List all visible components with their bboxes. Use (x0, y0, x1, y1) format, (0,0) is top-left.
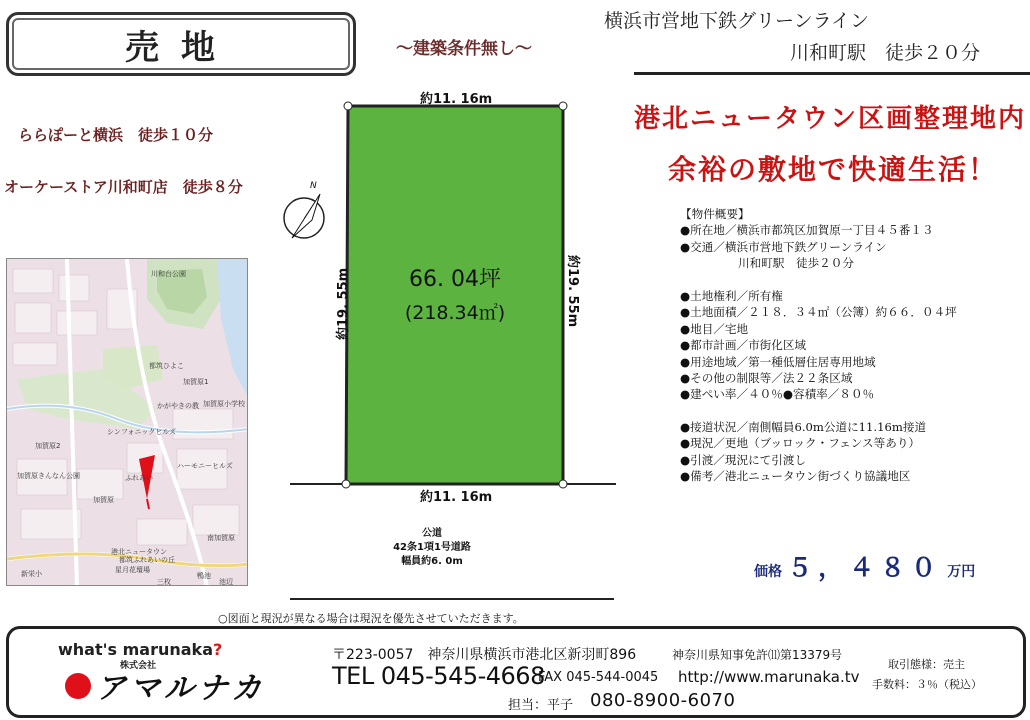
plot-shape (346, 106, 563, 484)
plot-corner (344, 102, 352, 110)
detail-line: ●土地面積／２１８．３４㎡（公簿）約６６．０４坪 (680, 305, 957, 320)
disclaimer-note: ○図面と現況が異なる場合は現況を優先させていただきます。 (218, 612, 524, 625)
map-label: シンフォニックヒルズ (107, 428, 176, 436)
section-divider (290, 598, 614, 600)
plot-depth-left: 約19. 55m (336, 267, 351, 340)
price-value: ５，４８０ (787, 553, 943, 582)
map-label: 港北ニュータウン (111, 548, 167, 556)
detail-line: ●交通／横浜市営地下鉄グリーンライン (680, 239, 887, 254)
plot-width-bottom: 約11. 16m (420, 490, 493, 505)
header-divider (634, 72, 1030, 75)
area-map (6, 258, 248, 586)
map-label: 加賀原きんなん公園 (17, 472, 80, 480)
price-unit: 万円 (947, 564, 976, 580)
tagline-text: what's marunaka (58, 640, 213, 659)
detail-line: ●土地権利／所有権 (680, 288, 783, 303)
train-line: 横浜市営地下鉄グリーンライン (604, 10, 870, 32)
map-label: 星月花壇場 (115, 566, 150, 574)
detail-line: ●接道状況／南側幅員6.0m公道に11.16m接道 (680, 420, 927, 435)
detail-line: ●建ぺい率／４０％●容積率／８０％ (680, 387, 875, 402)
road-type: 公道 (422, 528, 442, 539)
map-label: かがやきの教 (157, 402, 199, 410)
nearby-lalaport: ららぽーと横浜 徒歩１０分 (18, 126, 214, 144)
map-label: 加賀原 (93, 496, 114, 504)
detail-line: ●備考／港北ニュータウン街づくり協議地区 (680, 469, 911, 484)
station-walk-time: 川和町駅 徒歩２０分 (790, 42, 981, 64)
map-label: 都筑ひよこ (149, 362, 184, 370)
property-details (680, 206, 1025, 485)
details-heading: 【物件概要】 (680, 207, 750, 221)
staff-phone: 080-8900-6070 (590, 690, 736, 711)
map-label: 加賀原1 (183, 378, 209, 386)
compass-north-label: N (310, 181, 317, 191)
headline-district: 港北ニュータウン区画整理地内 (634, 104, 1027, 134)
road-width: 幅員約6. 0m (401, 556, 463, 567)
detail-line: ●所在地／横浜市都筑区加賀原一丁目４５番１３ (680, 223, 934, 238)
detail-spacer (680, 403, 1025, 419)
map-label: 三枚 (157, 578, 171, 586)
detail-line: ●その他の制限等／法２２条区域 (680, 370, 853, 385)
logo-wordmark: アマルナカ (96, 671, 266, 704)
map-label: ハーモニーヒルズ (177, 462, 233, 470)
staff-name: 担当：平子 (508, 698, 574, 713)
map-label: 都筑ふれあいの丘 (119, 556, 175, 564)
detail-line: 川和町駅 徒歩２０分 (680, 256, 854, 271)
no-building-condition-text: ～建築条件無し～ (396, 39, 532, 59)
detail-line: ●現況／更地（ブッロック・フェンス等あり） (680, 436, 921, 451)
price (754, 548, 975, 584)
detail-line: ●都市計画／市街化区域 (680, 338, 807, 353)
plot-corner (559, 102, 567, 110)
plot-area-tsubo: 66. 04坪 (409, 267, 501, 292)
commission-fee: 手数料：３％（税込） (872, 678, 982, 691)
map-label: 新栄小 (21, 570, 42, 578)
company-tagline (58, 640, 222, 659)
map-label: 川和台公園 (151, 270, 186, 278)
license-number: 神奈川県知事免許⑾第13379号 (672, 648, 843, 662)
map-label: 加賀原2 (35, 442, 61, 450)
map-label: 池辺 (219, 578, 233, 586)
map-label: 南加賀原 (207, 534, 235, 542)
plot-corner (559, 480, 567, 488)
plot-corner (342, 480, 350, 488)
detail-line: ●引渡／現況にて引渡し (680, 452, 807, 467)
company-logo (56, 668, 302, 704)
detail-line: ●地目／宅地 (680, 321, 749, 336)
detail-line: ●用途地域／第一種低層住居専用地域 (680, 354, 876, 369)
company-website-link[interactable]: http://www.marunaka.tv (678, 668, 860, 686)
corporation-type: 株式会社 (120, 661, 157, 671)
road-classification: 42条1項1号道路 (393, 542, 471, 553)
headline-comfort: 余裕の敷地で快適生活！ (668, 153, 999, 186)
tagline-question-mark: ? (212, 640, 223, 659)
map-label: 加賀原小学校 (203, 400, 245, 408)
company-fax: FAX 045-544-0045 (538, 670, 659, 685)
nearby-okstore: オーケーストア川和町店 徒歩８分 (4, 178, 243, 196)
company-phone: TEL 045-545-4668 (332, 662, 545, 690)
map-label: ふれあい (125, 474, 153, 482)
map-label: 鴨池 (197, 572, 211, 580)
plot-area-m2: (218.34㎡) (404, 302, 506, 324)
detail-spacer (680, 272, 1025, 288)
plot-depth-right: 約19. 55m (565, 255, 580, 328)
page-title: 売地 (6, 12, 356, 76)
price-label: 価格 (754, 564, 782, 580)
plot-width-top: 約11. 16m (420, 92, 493, 107)
company-address: 〒223-0057 神奈川県横浜市港北区新羽町896 (332, 647, 637, 663)
transaction-type: 取引態様：売主 (888, 658, 965, 671)
